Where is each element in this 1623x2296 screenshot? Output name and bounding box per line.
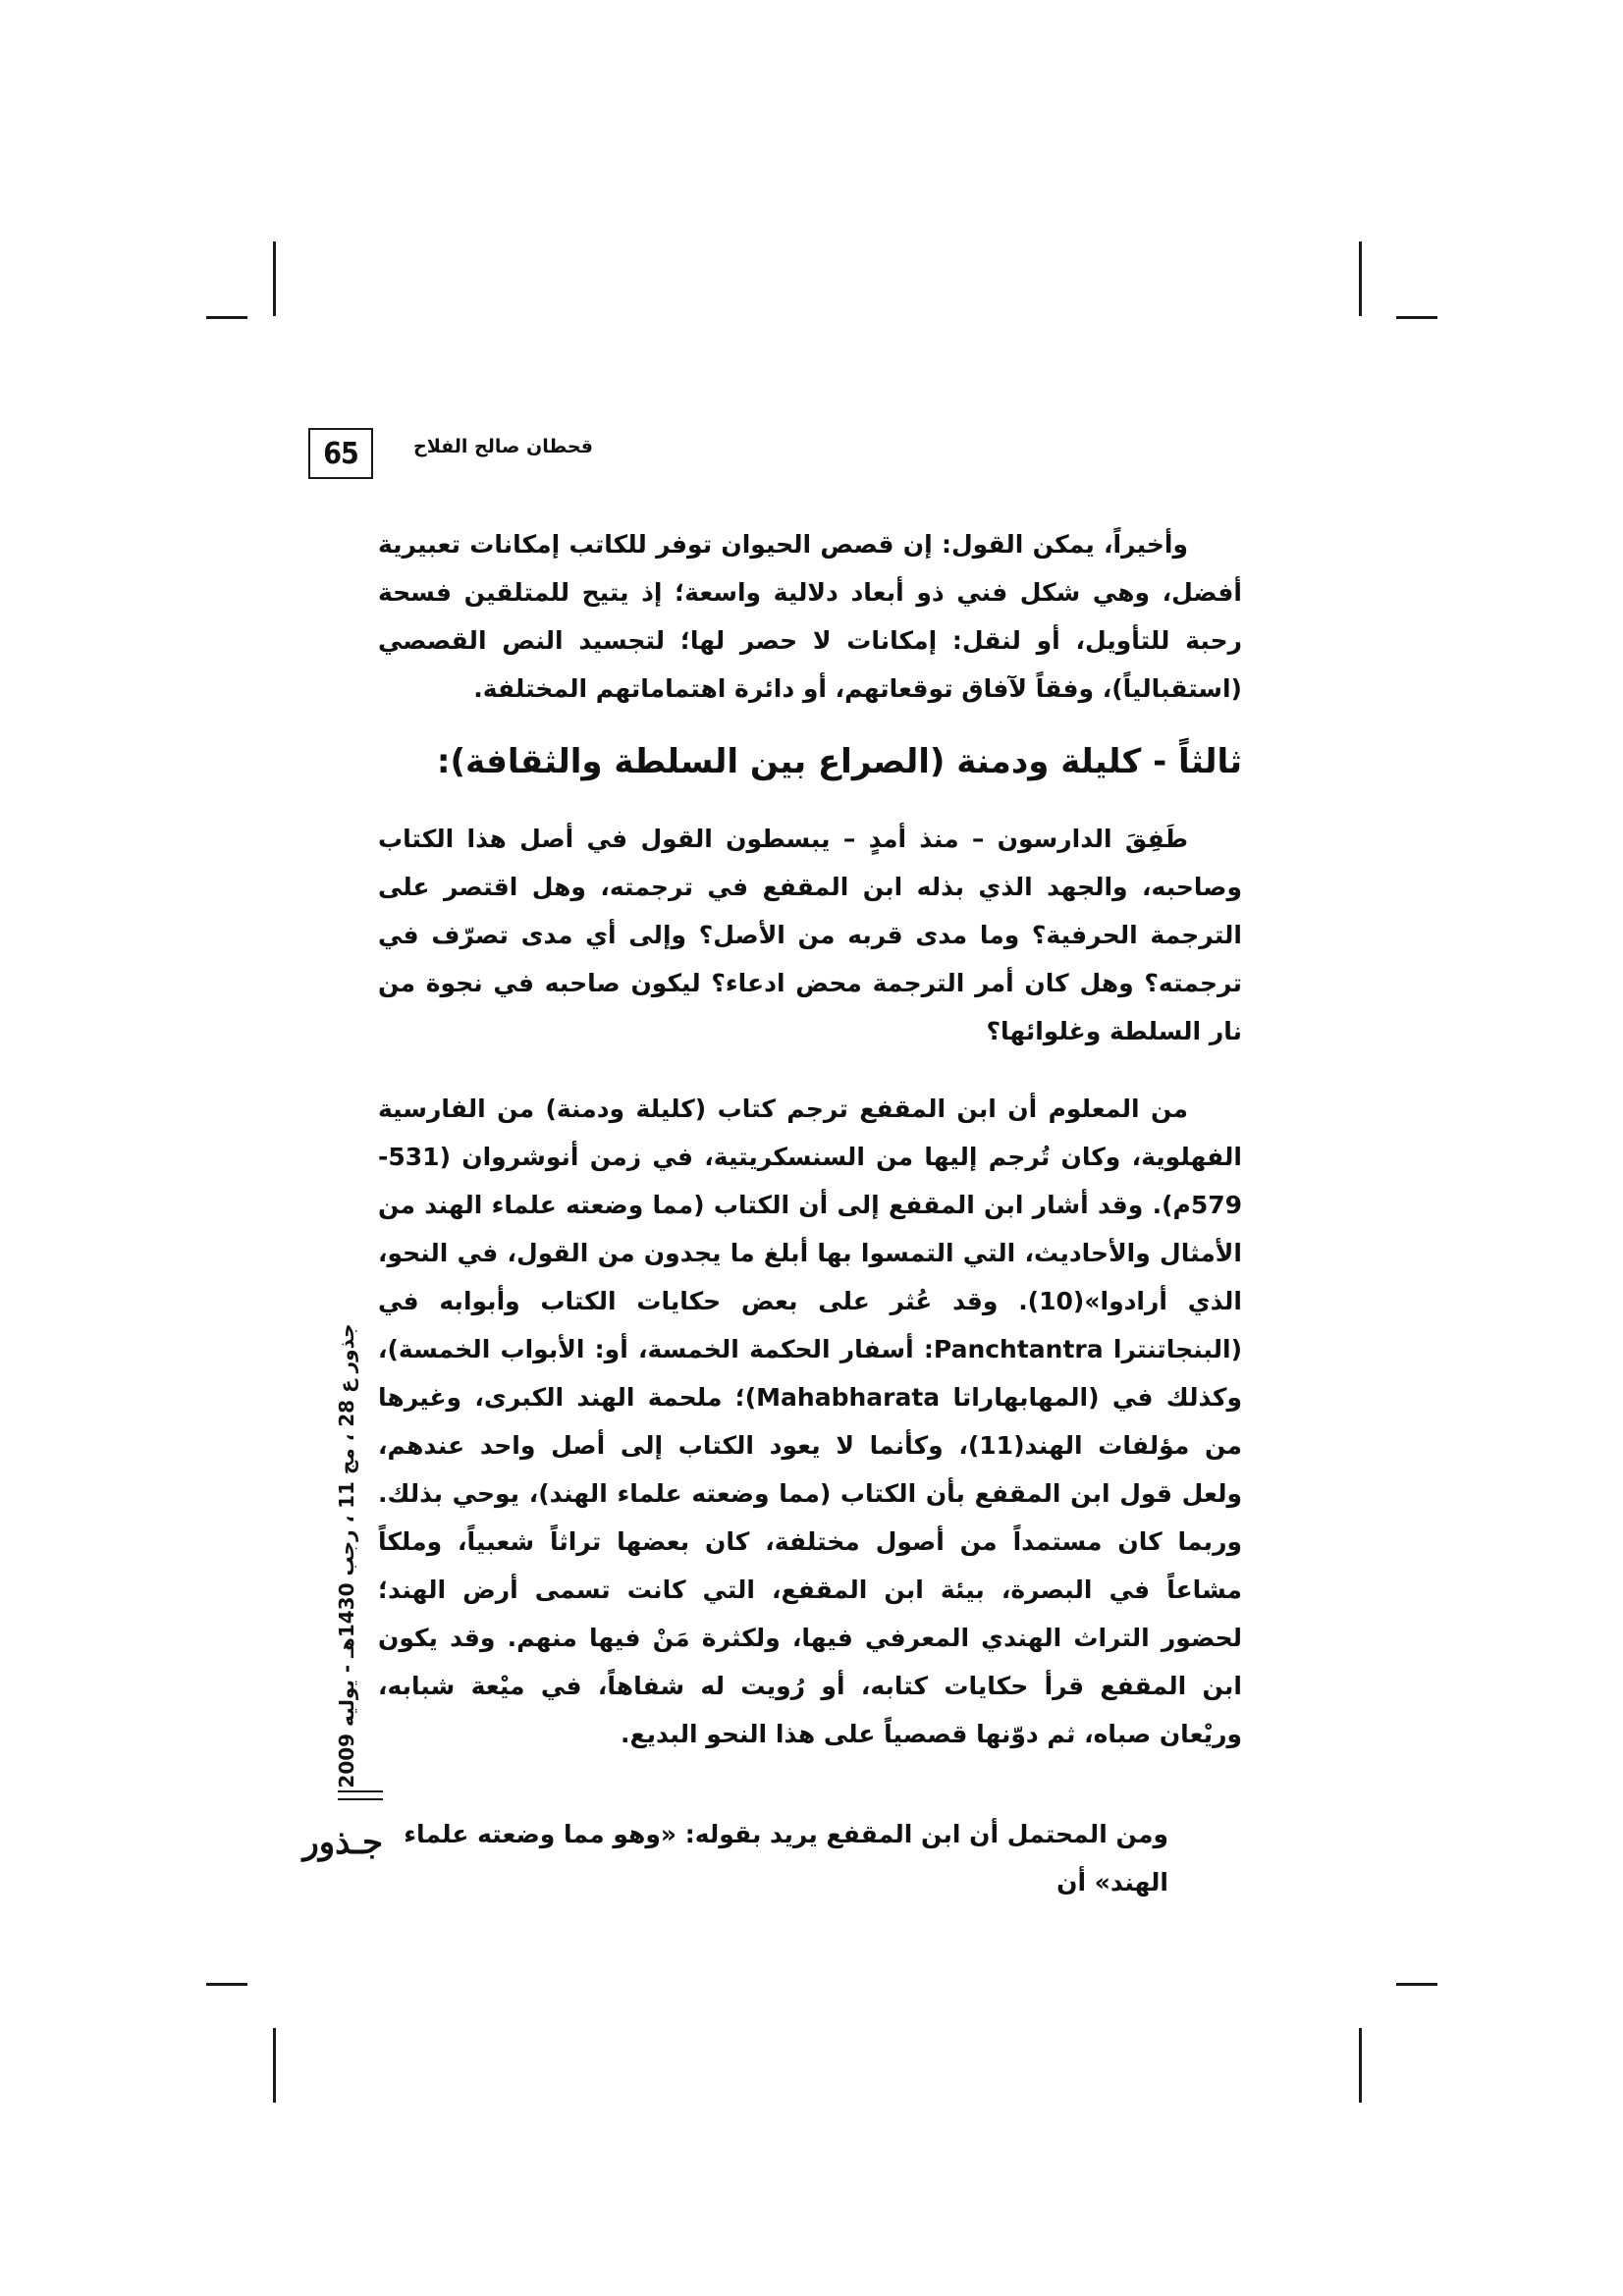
crop-mark-bottom-right-horizontal [1396, 1983, 1437, 1986]
page-number: 65 [308, 428, 373, 479]
journal-rule-top [338, 1790, 383, 1792]
crop-mark-top-left-vertical [273, 241, 276, 316]
crop-mark-bottom-right-vertical [1359, 2028, 1362, 2103]
paragraph-4-first-line: ومن المحتمل أن ابن المقفع يريد بقوله: «وهو مما وضعته علماء الهند» أن [404, 1820, 1168, 1896]
paragraph-3: من المعلوم أن ابن المقفع ترجم كتاب (كليلة ودمنة) من الفارسية الفهلوية، وكان تُرجم إليها من السنسكريتية، في زمن أنوشروان (531-579م). وقد أشار ابن المقفع إلى أن الكتاب (مما وضعته علماء الهند من الأمثال والأحاديث، التي التمسوا بها أبلغ ما يجدون من القول، في النحو، الذي أرادوا»(10). وقد عُثر على بعض حكايات الكتاب وأبوابه في (البنجاتنترا Panchtantra: أسفار الحكمة الخمسة، أو: الأبواب الخمسة)، وكذلك في (المهابهاراتا Mahabharata)؛ ملحمة الهند الكبرى، وغيرها من مؤلفات الهند(11)، وكأنما لا يعود الكتاب إلى أصل واحد عندهم، ولعل قول ابن المقفع بأن الكتاب (مما وضعته علماء الهند)، يوحي بذلك. وربما كان مستمداً من أصول مختلفة، كان بعضها تراثاً شعبياً، وملكاً مشاعاً في البصرة، بيئة ابن المقفع، التي كانت تسمى أرض الهند؛ لحضور التراث الهندي المعرفي فيها، ولكثرة مَنْ فيها منهم. وقد يكون ابن المقفع قرأ حكايات كتابه، أو رُويت له شفاهاً، في ميْعة شبابه، وريْعان صباه، ثم دوّنها قصصياً على هذا النحو البديع. [378, 1095, 1243, 1748]
running-header-author: قحطان صالح الفلاح [413, 436, 593, 457]
crop-mark-top-right-vertical [1359, 241, 1362, 316]
journal-logo: جـذور [302, 1823, 383, 1862]
journal-info-strip [329, 1323, 364, 1789]
crop-mark-bottom-left-horizontal [206, 1983, 247, 1986]
crop-mark-bottom-left-vertical [273, 2028, 276, 2103]
section-heading: ثالثاً - كليلة ودمنة (الصراع بين السلطة والثقافة): [436, 742, 1242, 781]
paragraph-1: وأخيراً، يمكن القول: إن قصص الحيوان توفر للكاتب إمكانات تعبيرية أفضل، وهي شكل فني ذو أبعاد دلالية واسعة؛ إذ يتيح للمتلقين فسحة رحبة للتأويل، أو لنقل: إمكانات لا حصر لها؛ لتجسيد النص القصصي (استقبالياً)، وفقاً لآفاق توقعاتهم، أو دائرة اهتماماتهم المختلفة. [378, 530, 1242, 703]
crop-mark-top-right-horizontal [1396, 316, 1437, 319]
paragraph-2: طَفِقَ الدارسون – منذ أمدٍ – يبسطون القول في أصل هذا الكتاب وصاحبه، والجهد الذي بذله ابن المقفع في ترجمته، وهل اقتصر على الترجمة الحرفية؟ وما مدى قربه من الأصل؟ وإلى أي مدى تصرّف في ترجمته؟ وهل كان أمر الترجمة محض ادعاء؟ ليكون صاحبه في نجوة من نار السلطة وغلوائها؟ [378, 825, 1242, 1045]
journal-rule-bottom [338, 1798, 383, 1800]
journal-issue-info: جذور ع 28 ، مج 11 ، رجب 1430هـ - يوليه 2009 [335, 1323, 358, 1789]
crop-mark-top-left-horizontal [206, 316, 247, 319]
article-body [378, 520, 1242, 1758]
